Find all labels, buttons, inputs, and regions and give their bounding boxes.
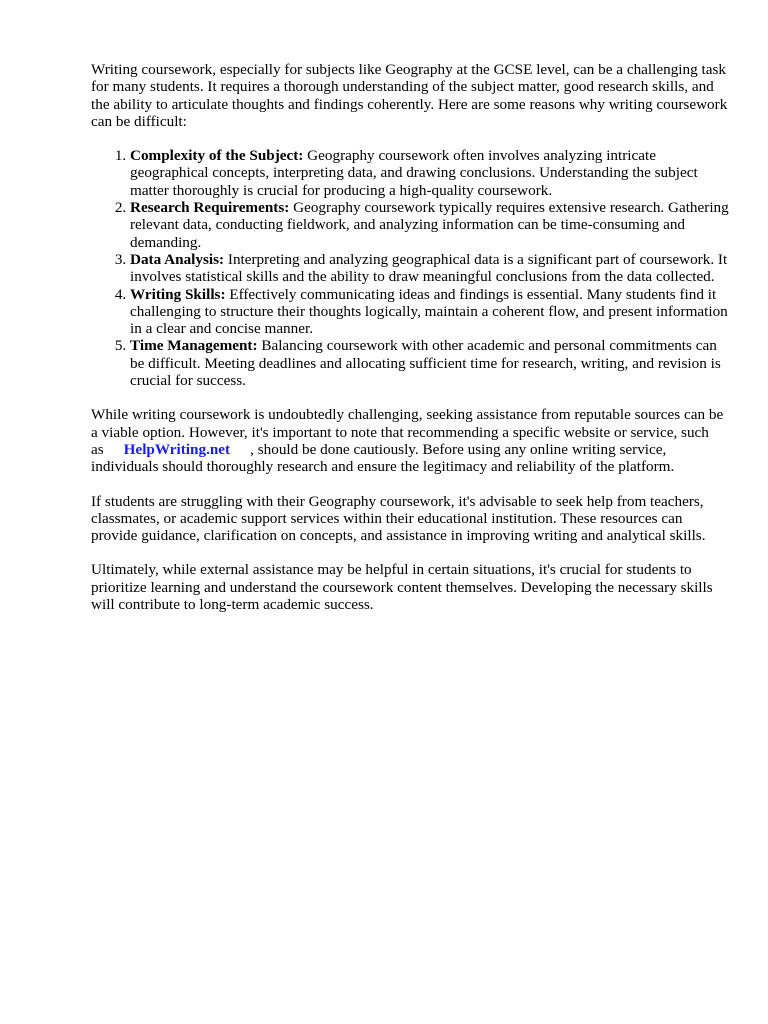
list-item-time-management xyxy=(130,337,731,389)
assistance-paragraph xyxy=(91,406,731,475)
document-page xyxy=(91,61,731,613)
reasons-list xyxy=(91,147,731,389)
conclusion-paragraph: Ultimately, while external assistance may be helpful in certain situations, it's crucial for students to prioritize learning and understand the coursework content themselves. Developing the necessary skills will contribute to long-term academic success. xyxy=(91,561,713,614)
list-item-text: Interpreting and analyzing geographical data is a significant part of coursework. It involves statistical skills and the ability to draw meaningful conclusions from the data collected. xyxy=(130,250,728,286)
list-item-research xyxy=(130,199,731,251)
assistance-text-before: While writing coursework is undoubtedly challenging, seeking assistance from reputable sources can be a viable option. However, it's important to note that recommending a specific website or service, such as xyxy=(91,406,724,458)
list-item-complexity xyxy=(130,147,731,199)
list-item-title: Complexity of the Subject: xyxy=(130,147,304,165)
list-item-text: Geography coursework often involves analyzing intricate geographical concepts, interpreting data, and drawing conclusions. Understanding the subject matter thoroughly is crucial for producing a high-quality coursework. xyxy=(130,147,698,199)
list-item-text: Balancing coursework with other academic and personal commitments can be difficult. Meeting deadlines and allocating sufficient time for research, writing, and revision is crucial for success. xyxy=(130,337,721,390)
list-item-title: Time Management: xyxy=(130,337,258,355)
list-item-data-analysis xyxy=(130,251,731,286)
list-item-writing-skills xyxy=(130,286,731,338)
helpwriting-link[interactable]: HelpWriting.net xyxy=(123,440,231,458)
list-item-title: Research Requirements: xyxy=(130,199,290,217)
list-item-title: Writing Skills: xyxy=(130,285,226,303)
intro-paragraph: Writing coursework, especially for subjects like Geography at the GCSE level, can be a challenging task for many students. It requires a thorough understanding of the subject matter, good research skills, and the ability to articulate thoughts and findings coherently. Here are some reasons why writing coursework can be difficult: xyxy=(91,61,728,130)
list-item-text: Geography coursework typically requires extensive research. Gathering relevant data, conducting fieldwork, and analyzing information can be time-consuming and demanding. xyxy=(130,199,729,251)
assistance-text-after: , should be done cautiously. Before using any online writing service, individuals should thoroughly research and ensure the legitimacy and reliability of the platform. xyxy=(91,440,675,476)
list-item-text: Effectively communicating ideas and findings is essential. Many students find it challenging to structure their thoughts logically, maintain a coherent flow, and present information in a clear and concise manner. xyxy=(130,285,728,338)
support-paragraph: If students are struggling with their Geography coursework, it's advisable to seek help from teachers, classmates, or academic support services within their educational institution. These resources can provide guidance, clarification on concepts, and assistance in improving writing and analytical skills. xyxy=(91,492,706,545)
list-item-title: Data Analysis: xyxy=(130,250,225,268)
